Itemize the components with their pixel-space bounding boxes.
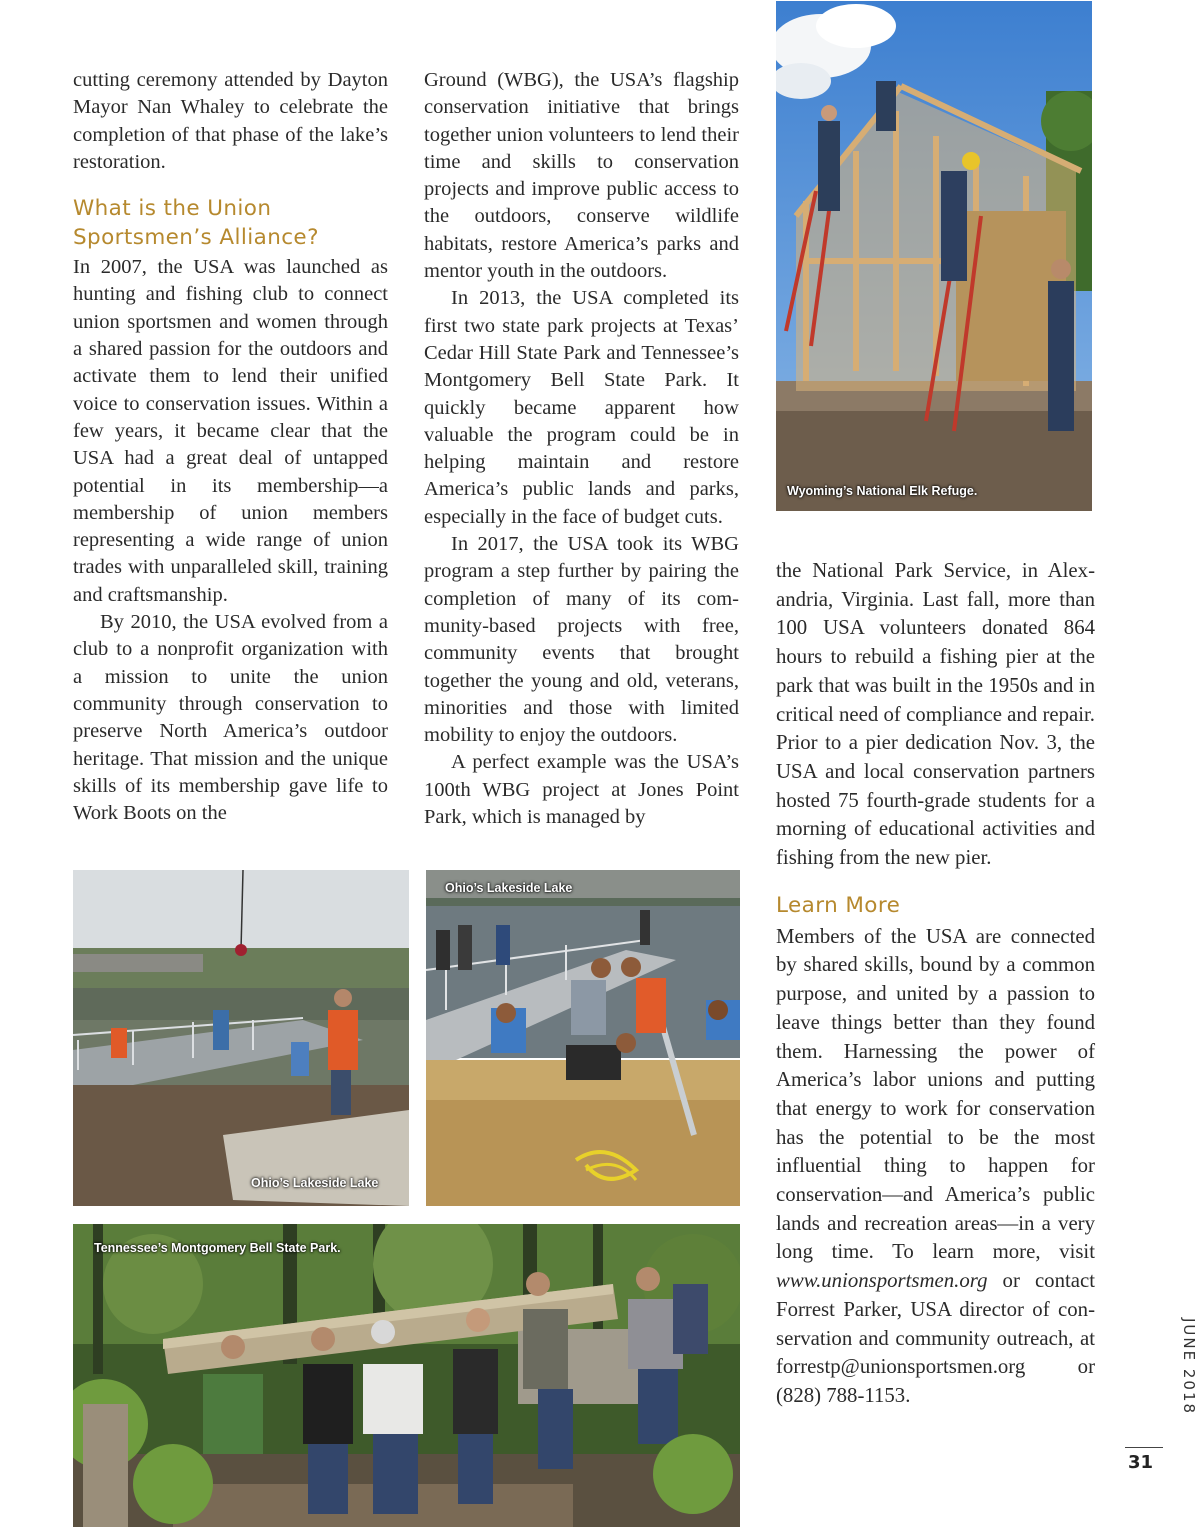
caption-montgomery-bell: Tennessee’s Montgomery Bell State Park. [94, 1241, 341, 1255]
photo-montgomery-bell [73, 1224, 740, 1527]
paragraph: cutting ceremony attended by Dayton Mayor Nan Whaley to celebrate the completion of that phase of the lake’s restoration. [73, 69, 388, 173]
photo-lakeside-right [426, 870, 740, 1206]
page-number: 31 [1128, 1452, 1154, 1473]
text-column-1 [73, 67, 388, 827]
paragraph: In 2017, the USA took its WBG program a step further by pairing the completion of many of its community-based projects with free, community events that brought together the young and old, veterans, minorities and those with limited mobility to enjoy the outdoors. [424, 533, 739, 747]
photo-lakeside-left [73, 870, 409, 1206]
caption-lakeside-right: Ohio’s Lakeside Lake [445, 881, 573, 895]
paragraph [776, 923, 1095, 1411]
paragraph-text: Members of the USA are connected by shared skills, bound by a common purpose, and united by a passion to leave things better than they found them. Harnessing the power of America’s labor unions and putting that energy to work for conservation has the potential to be the most influential thing to happen for conservation—and America’s public lands and recreation areas—in a very long time. To learn more, visit [776, 924, 1095, 1264]
text-column-2 [424, 67, 739, 831]
photo-montgomery-bell-image [73, 1224, 740, 1527]
paragraph: In 2013, the USA completed its first two state park projects at Texas’ Cedar Hill State Park and Tennessee’s Montgomery Bell State Park. It quickly became apparent how valuable the program could be in helping maintain and restore America’s public lands and parks, especially in the face of budget cuts. [424, 287, 739, 528]
text-column-3 [776, 557, 1095, 1411]
folio-divider [1125, 1447, 1163, 1448]
paragraph: By 2010, the USA evolved from a club to a nonprofit organization with a mission to unite the union community through conservation to preserve North America’s outdoor heritage. That mission and the unique skills of its membership gave life to Work Boots on the [73, 611, 388, 825]
photo-elk-refuge [776, 1, 1092, 511]
issue-date: JUNE 2018 [1180, 1318, 1198, 1416]
section-heading-learn-more: Learn More [776, 892, 901, 918]
photo-lakeside-right-image [426, 870, 740, 1206]
caption-lakeside-left: Ohio’s Lakeside Lake [251, 1176, 379, 1190]
paragraph: the National Park Service, in Alexandria, Virginia. Last fall, more than 100 USA volunteers donated 864 hours to rebuild a fishing pier at the park that was built in the 1950s and in critical need of compliance and repair. Prior to a pier dedication Nov. 3, the USA and local conservation partners hosted 75 fourth-grade students for a morning of educational activities and fishing from the new pier. [776, 559, 1095, 870]
paragraph-text: or contact Forrest Parker, USA director of conservation and community outreach, at forrestp@unionsportsmen.org or (828) 788-1153. [776, 1269, 1095, 1407]
section-heading-union-sportsmen: What is the Union Sportsmen’s Alliance? [73, 196, 319, 251]
photo-elk-refuge-image [776, 1, 1092, 511]
paragraph: In 2007, the USA was launched as hunting and fishing club to connect union sportsmen and women through a shared passion for the outdoors and activate them to lend their unified voice to conservation issues. Within a few years, it became clear that the USA had a great deal of untapped potential in its membership—a membership of union members representing a wide range of union trades with unparalleled skill, training and craftsmanship. [73, 256, 388, 606]
caption-elk-refuge: Wyoming’s National Elk Refuge. [787, 484, 978, 498]
website-link[interactable]: www.unionsportsmen.org [776, 1269, 988, 1293]
paragraph: Ground (WBG), the USA’s flagship conservation initiative that brings together union volunteers to lend their time and skills to conservation projects and improve public access to the outdoors, conserve wildlife habitats, restore America’s parks and mentor youth in the outdoors. [424, 69, 739, 283]
photo-lakeside-left-image [73, 870, 409, 1206]
paragraph: A perfect example was the USA’s 100th WBG project at Jones Point Park, which is managed by [424, 751, 739, 829]
